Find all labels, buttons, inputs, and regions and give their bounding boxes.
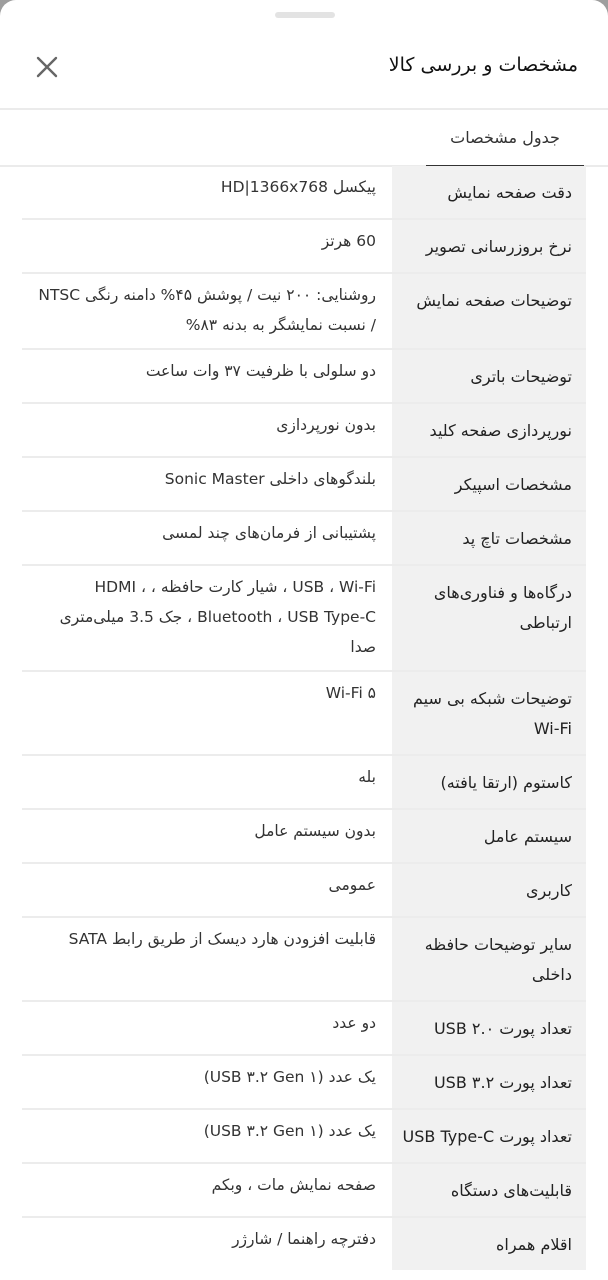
spec-value: پیکسل HD|1366x768	[220, 178, 376, 196]
table-row	[22, 1002, 586, 1056]
table-row	[22, 512, 586, 566]
spec-value: Wi-Fi ۵	[325, 684, 376, 702]
spec-label: تعداد پورت USB ۲.۰	[392, 1002, 586, 1054]
spec-label: کاستوم (ارتقا یافته)	[392, 756, 586, 808]
spec-value: دو عدد	[332, 1014, 376, 1032]
table-row	[22, 274, 586, 350]
close-icon	[34, 54, 60, 80]
spec-value: بله	[358, 768, 376, 786]
sheet-header	[0, 28, 608, 110]
table-row	[22, 756, 586, 810]
spec-label: مشخصات اسپیکر	[392, 458, 586, 510]
spec-label: اقلام همراه	[392, 1218, 586, 1270]
spec-label: کاربری	[392, 864, 586, 916]
spec-value: USB ، Wi-Fi ، شیار کارت حافظه ، HDMI ، Bluetooth ، USB Type-C ، جک 3.5 میلی‌متری صدا	[59, 578, 376, 656]
spec-label: دقت صفحه نمایش	[392, 166, 586, 218]
drag-handle[interactable]	[275, 12, 335, 18]
table-row	[22, 1218, 586, 1270]
spec-value: بلندگوهای داخلی Sonic Master	[164, 470, 376, 488]
table-row	[22, 1164, 586, 1218]
sheet-title: مشخصات و بررسی کالا	[388, 54, 578, 76]
tab-bar	[0, 110, 608, 167]
spec-value: دفترچه راهنما / شارژر	[232, 1230, 376, 1248]
spec-value: دو سلولی با ظرفیت ۳۷ وات ساعت	[145, 362, 376, 380]
spec-value: بدون نورپردازی	[276, 416, 376, 434]
spec-table	[22, 166, 586, 1270]
table-row	[22, 566, 586, 672]
table-row	[22, 166, 586, 220]
spec-label: مشخصات تاچ پد	[392, 512, 586, 564]
spec-value: بدون سیستم عامل	[254, 822, 376, 840]
spec-value: پشتیبانی از فرمان‌های چند لمسی	[162, 524, 376, 542]
spec-value: 60 هرتز	[321, 232, 376, 250]
table-row	[22, 864, 586, 918]
spec-label: تعداد پورت USB ۳.۲	[392, 1056, 586, 1108]
spec-value: یک عدد (USB ۳.۲ Gen ۱)	[203, 1068, 376, 1086]
spec-label: توضیحات باتری	[392, 350, 586, 402]
spec-label: تعداد پورت USB Type-C	[392, 1110, 586, 1162]
spec-value: یک عدد (USB ۳.۲ Gen ۱)	[203, 1122, 376, 1140]
spec-label: توضیحات شبکه بی سیم Wi-Fi	[392, 672, 586, 754]
spec-label: توضیحات صفحه نمایش	[392, 274, 586, 348]
table-row	[22, 350, 586, 404]
spec-label: درگاه‌ها و فناوری‌های ارتباطی	[392, 566, 586, 670]
table-row	[22, 672, 586, 756]
table-row	[22, 404, 586, 458]
table-row	[22, 810, 586, 864]
table-row	[22, 918, 586, 1002]
close-button[interactable]	[34, 54, 60, 80]
spec-label: سایر توضیحات حافظه داخلی	[392, 918, 586, 1000]
spec-value: صفحه نمایش مات ، وبکم	[211, 1176, 376, 1194]
table-row	[22, 458, 586, 512]
tab-spec-table[interactable]: جدول مشخصات	[426, 110, 584, 167]
spec-value: روشنایی: ۲۰۰ نیت / پوشش ۴۵% دامنه رنگی NTSC / نسبت نمایشگر به بدنه ۸۳%	[38, 286, 376, 334]
spec-label: قابلیت‌های دستگاه	[392, 1164, 586, 1216]
table-row	[22, 1056, 586, 1110]
spec-label: نرخ بروزرسانی تصویر	[392, 220, 586, 272]
spec-label: سیستم عامل	[392, 810, 586, 862]
spec-value: عمومی	[328, 876, 376, 894]
spec-label: نورپردازی صفحه کلید	[392, 404, 586, 456]
spec-value: قابلیت افزودن هارد دیسک از طریق رابط SATA	[68, 930, 376, 948]
table-row	[22, 1110, 586, 1164]
table-row	[22, 220, 586, 274]
